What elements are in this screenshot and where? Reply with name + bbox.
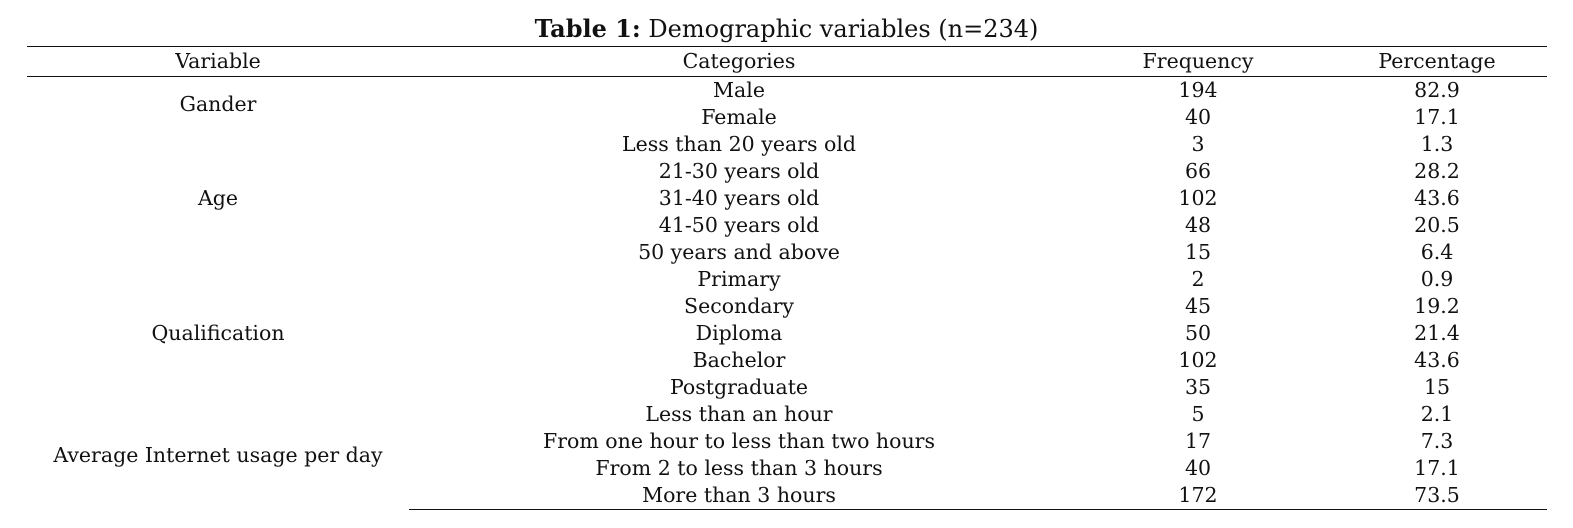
frequency-cell: 2	[1191, 267, 1205, 291]
table-row	[27, 266, 1547, 293]
frequency-cell: 102	[1178, 186, 1218, 210]
percentage-cell: 7.3	[1420, 429, 1454, 453]
category-cell: Diploma	[695, 321, 783, 345]
category-cell: Secondary	[684, 294, 794, 318]
category-cell: 41-50 years old	[658, 213, 820, 237]
table-caption	[0, 14, 1573, 44]
table-header-row	[27, 47, 1547, 77]
frequency-cell: 66	[1184, 159, 1212, 183]
category-cell: Female	[701, 105, 777, 129]
category-cell: 31-40 years old	[658, 186, 820, 210]
percentage-cell: 17.1	[1414, 105, 1460, 129]
header-categories: Categories	[409, 47, 1069, 77]
percentage-cell: 19.2	[1414, 294, 1460, 318]
percentage-cell: 21.4	[1414, 321, 1460, 345]
category-cell: More than 3 hours	[409, 482, 1069, 510]
frequency-cell: 3	[1191, 132, 1205, 156]
category-cell: 21-30 years old	[658, 159, 820, 183]
frequency-cell: 40	[1184, 105, 1212, 129]
category-cell: Primary	[697, 267, 781, 291]
table-row	[27, 131, 1547, 158]
frequency-cell: 40	[1184, 456, 1212, 480]
percentage-cell: 2.1	[1420, 402, 1454, 426]
percentage-cell: 28.2	[1414, 159, 1460, 183]
frequency-cell: 48	[1184, 213, 1212, 237]
category-cell: Bachelor	[692, 348, 786, 372]
header-frequency: Frequency	[1069, 47, 1327, 77]
table-body	[27, 77, 1547, 510]
percentage-cell: 15	[1423, 375, 1451, 399]
variable-cell: Qualification	[151, 321, 285, 345]
percentage-cell: 17.1	[1414, 456, 1460, 480]
frequency-cell: 102	[1178, 348, 1218, 372]
percentage-cell: 1.3	[1420, 132, 1454, 156]
category-cell: Less than an hour	[645, 402, 833, 426]
percentage-cell: 82.9	[1414, 78, 1460, 102]
frequency-cell: 5	[1191, 402, 1205, 426]
variable-cell: Average Internet usage per day	[53, 442, 383, 467]
frequency-cell: 45	[1184, 294, 1212, 318]
percentage-cell: 43.6	[1414, 348, 1460, 372]
table-caption-text: Demographic variables (n=234)	[640, 15, 1039, 43]
header-percentage: Percentage	[1327, 47, 1547, 77]
variable-cell: Gander	[179, 91, 257, 116]
percentage-cell: 0.9	[1420, 267, 1454, 291]
header-variable: Variable	[27, 47, 409, 77]
category-cell: From one hour to less than two hours	[542, 429, 935, 453]
category-cell: Less than 20 years old	[621, 132, 857, 156]
table-row	[27, 401, 1547, 428]
variable-cell: Age	[197, 186, 239, 210]
frequency-cell: 35	[1184, 375, 1212, 399]
demographic-table	[27, 46, 1547, 510]
percentage-cell: 6.4	[1420, 240, 1454, 264]
frequency-cell: 172	[1069, 482, 1327, 510]
category-cell: 50 years and above	[638, 240, 840, 264]
frequency-cell: 50	[1184, 321, 1212, 345]
category-cell: Postgraduate	[669, 375, 809, 399]
category-cell: From 2 to less than 3 hours	[595, 456, 883, 480]
category-cell: Male	[713, 78, 765, 102]
percentage-cell: 20.5	[1414, 213, 1460, 237]
percentage-cell: 43.6	[1414, 186, 1460, 210]
table-row	[27, 77, 1547, 105]
frequency-cell: 194	[1178, 78, 1218, 102]
table-caption-label: Table 1:	[534, 14, 641, 43]
frequency-cell: 15	[1184, 240, 1212, 264]
percentage-cell: 73.5	[1327, 482, 1547, 510]
frequency-cell: 17	[1184, 429, 1212, 453]
